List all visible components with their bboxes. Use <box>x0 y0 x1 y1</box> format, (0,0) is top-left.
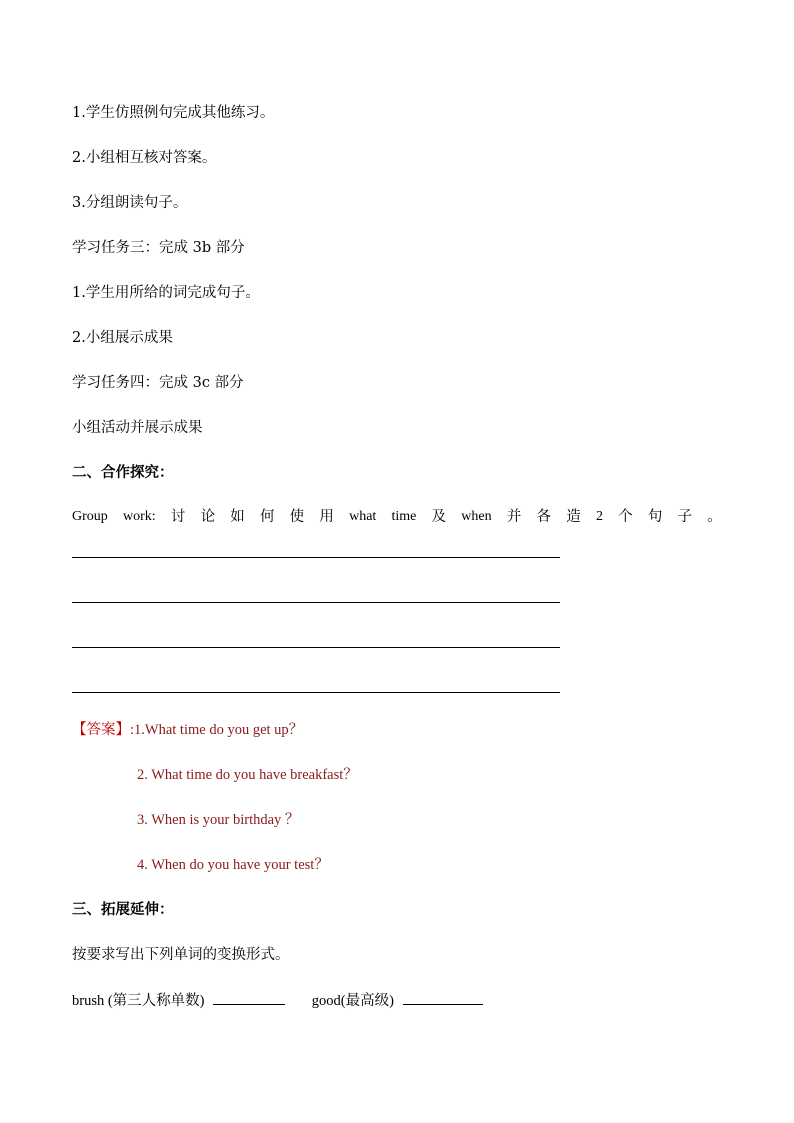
group-work-line <box>72 507 722 527</box>
answer-item-4: 4. When do you have your test？ <box>137 857 329 873</box>
answer-blank-line[interactable] <box>72 647 560 648</box>
gw-token: 2 <box>595 509 603 524</box>
word-2-label: good(最高级) <box>311 993 394 1009</box>
task3-item-2: 2.小组展示成果 <box>72 330 173 346</box>
gw-token: 使 <box>289 509 305 525</box>
gw-token: 并 <box>506 509 522 525</box>
gw-token: 及 <box>431 509 447 525</box>
answer-tag: 【答案】 <box>72 722 130 738</box>
gw-token: 句 <box>647 509 663 525</box>
word-1-label: brush (第三人称单数) <box>72 993 205 1009</box>
section3-heading: 三、拓展延伸： <box>72 901 174 918</box>
task4-body: 小组活动并展示成果 <box>72 420 203 436</box>
section3-instruction: 按要求写出下列单词的变换形式。 <box>72 947 290 963</box>
answer-item-1: :1.What time do you get up？ <box>130 722 304 738</box>
step-2: 2.小组相互核对答案。 <box>72 150 217 166</box>
answer-first-line <box>72 720 303 740</box>
answer-item-2: 2. What time do you have breakfast？ <box>137 767 358 783</box>
answer-item-3: 3. When is your birthday ？ <box>137 812 300 828</box>
word-2-blank[interactable] <box>403 990 483 1005</box>
step-3: 3.分组朗读句子。 <box>72 195 188 211</box>
task3-title: 学习任务三：完成 3b 部分 <box>72 240 245 256</box>
gw-token: 如 <box>230 509 245 525</box>
gw-token: time <box>391 509 417 524</box>
gw-token: 子 <box>677 509 693 525</box>
gw-token: 。 <box>707 509 722 525</box>
gw-token: 何 <box>259 509 275 525</box>
answer-blank-line[interactable] <box>72 602 560 603</box>
answer-blank-line[interactable] <box>72 557 560 558</box>
task4-title: 学习任务四：完成 3c 部分 <box>72 375 244 391</box>
gw-token: what <box>349 509 377 524</box>
gw-token: Group <box>72 509 108 524</box>
task3-item-1: 1.学生用所给的词完成句子。 <box>72 285 260 301</box>
gw-token: when <box>461 509 492 524</box>
step-1: 1.学生仿照例句完成其他练习。 <box>72 105 275 121</box>
word-transform-line <box>72 990 483 1011</box>
section2-heading: 二、合作探究： <box>72 464 174 481</box>
gw-token: 个 <box>618 509 633 525</box>
gw-token: 讨 <box>170 509 186 525</box>
answer-blank-line[interactable] <box>72 692 560 693</box>
gw-token: 造 <box>566 509 581 525</box>
gw-token: 各 <box>536 509 552 525</box>
gw-token: 论 <box>200 509 216 525</box>
word-1-blank[interactable] <box>213 990 285 1005</box>
gw-token: 用 <box>319 509 334 525</box>
gw-token: work: <box>122 509 156 524</box>
